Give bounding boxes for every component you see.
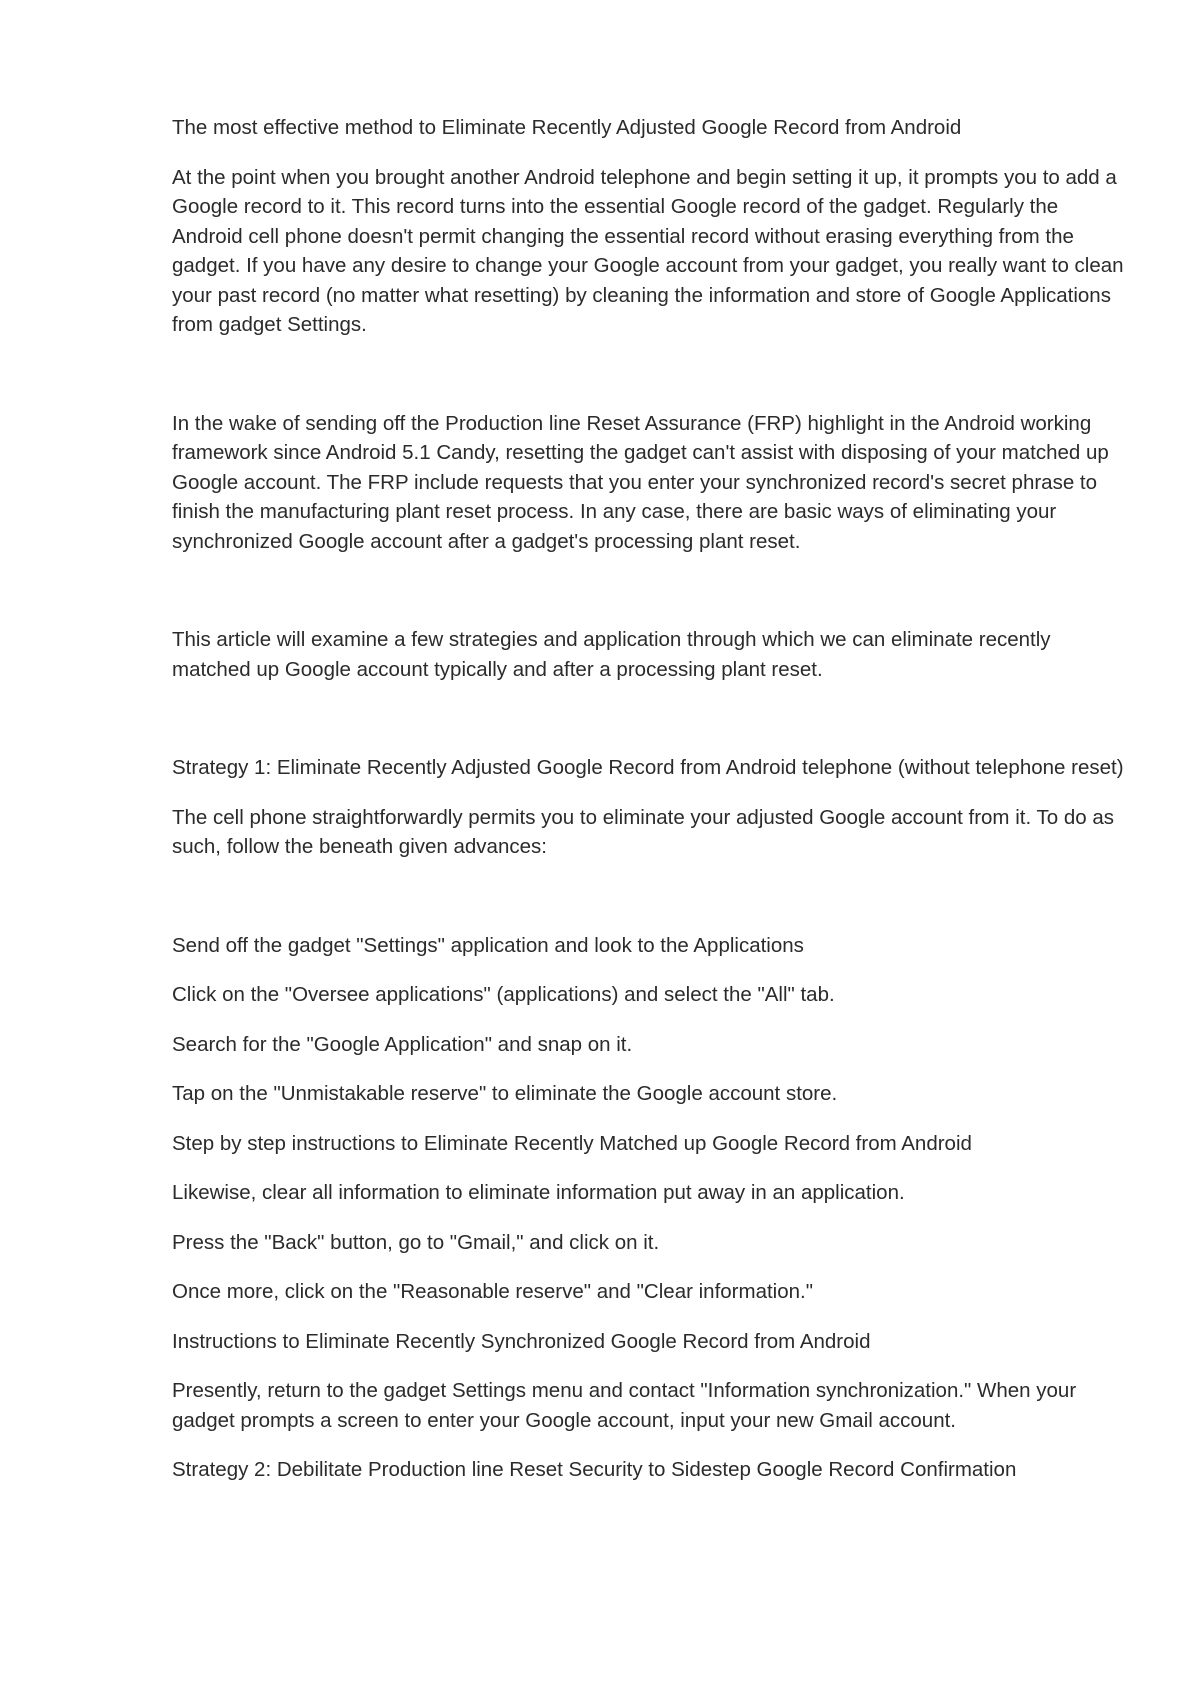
document-body [172,113,1127,1505]
step-line: Tap on the "Unmistakable reserve" to eliminate the Google account store. [172,1082,838,1105]
step-line: Likewise, clear all information to eliminate information put away in an application. [172,1181,905,1204]
article-paragraph: This article will examine a few strategies and application through which we can eliminate recently matched up Google account typically and after a processing plant reset. [172,628,1051,681]
step-line: Send off the gadget "Settings" application and look to the Applications [172,933,804,957]
strategy-1-intro: The cell phone straightforwardly permits you to eliminate your adjusted Google account from it. To do as such, follow the beneath given advances: [172,805,1114,858]
frp-paragraph: In the wake of sending off the Production line Reset Assurance (FRP) highlight in the Android working framework since Android 5.1 Candy, resetting the gadget can't assist with disposing of your matched up Google account. The FRP include requests that you enter your synchronized record's secret phrase to finish the manufacturing plant reset process. In any case, there are basic ways of eliminating your synchronized Google account after a gadget's processing plant reset. [172,411,1109,553]
step-line: Presently, return to the gadget Settings menu and contact "Information synchronization." When your gadget prompts a screen to enter your Google account, input your new Gmail account. [172,1379,1077,1432]
spacer [172,882,1127,931]
step-line: Click on the "Oversee applications" (applications) and select the "All" tab. [172,983,835,1006]
intro-paragraph: At the point when you brought another Android telephone and begin setting it up, it prompts you to add a Google record to it. This record turns into the essential Google record of the gadget. Regularly the Android cell phone doesn't permit changing the essential record without erasing everything from the gadget. If you have any desire to change your Google account from your gadget, you really want to clean your past record (no matter what resetting) by cleaning the information and store of Google Applications from gadget Settings. [172,165,1124,336]
strategy-1-heading: Strategy 1: Eliminate Recently Adjusted Google Record from Android telephone (without telephone reset) [172,756,1124,779]
step-line: Once more, click on the "Reasonable reserve" and "Clear information." [172,1280,813,1303]
spacer [172,360,1127,409]
step-line: Instructions to Eliminate Recently Synchronized Google Record from Android [172,1329,871,1353]
spacer [172,576,1127,625]
document-title: The most effective method to Eliminate Recently Adjusted Google Record from Android [172,116,962,139]
spacer [172,704,1127,753]
strategy-2-heading: Strategy 2: Debilitate Production line Reset Security to Sidestep Google Record Confirmation [172,1458,1017,1481]
step-line: Step by step instructions to Eliminate Recently Matched up Google Record from Android [172,1131,972,1155]
step-line: Search for the "Google Application" and snap on it. [172,1032,633,1056]
step-line: Press the "Back" button, go to "Gmail," and click on it. [172,1230,660,1254]
